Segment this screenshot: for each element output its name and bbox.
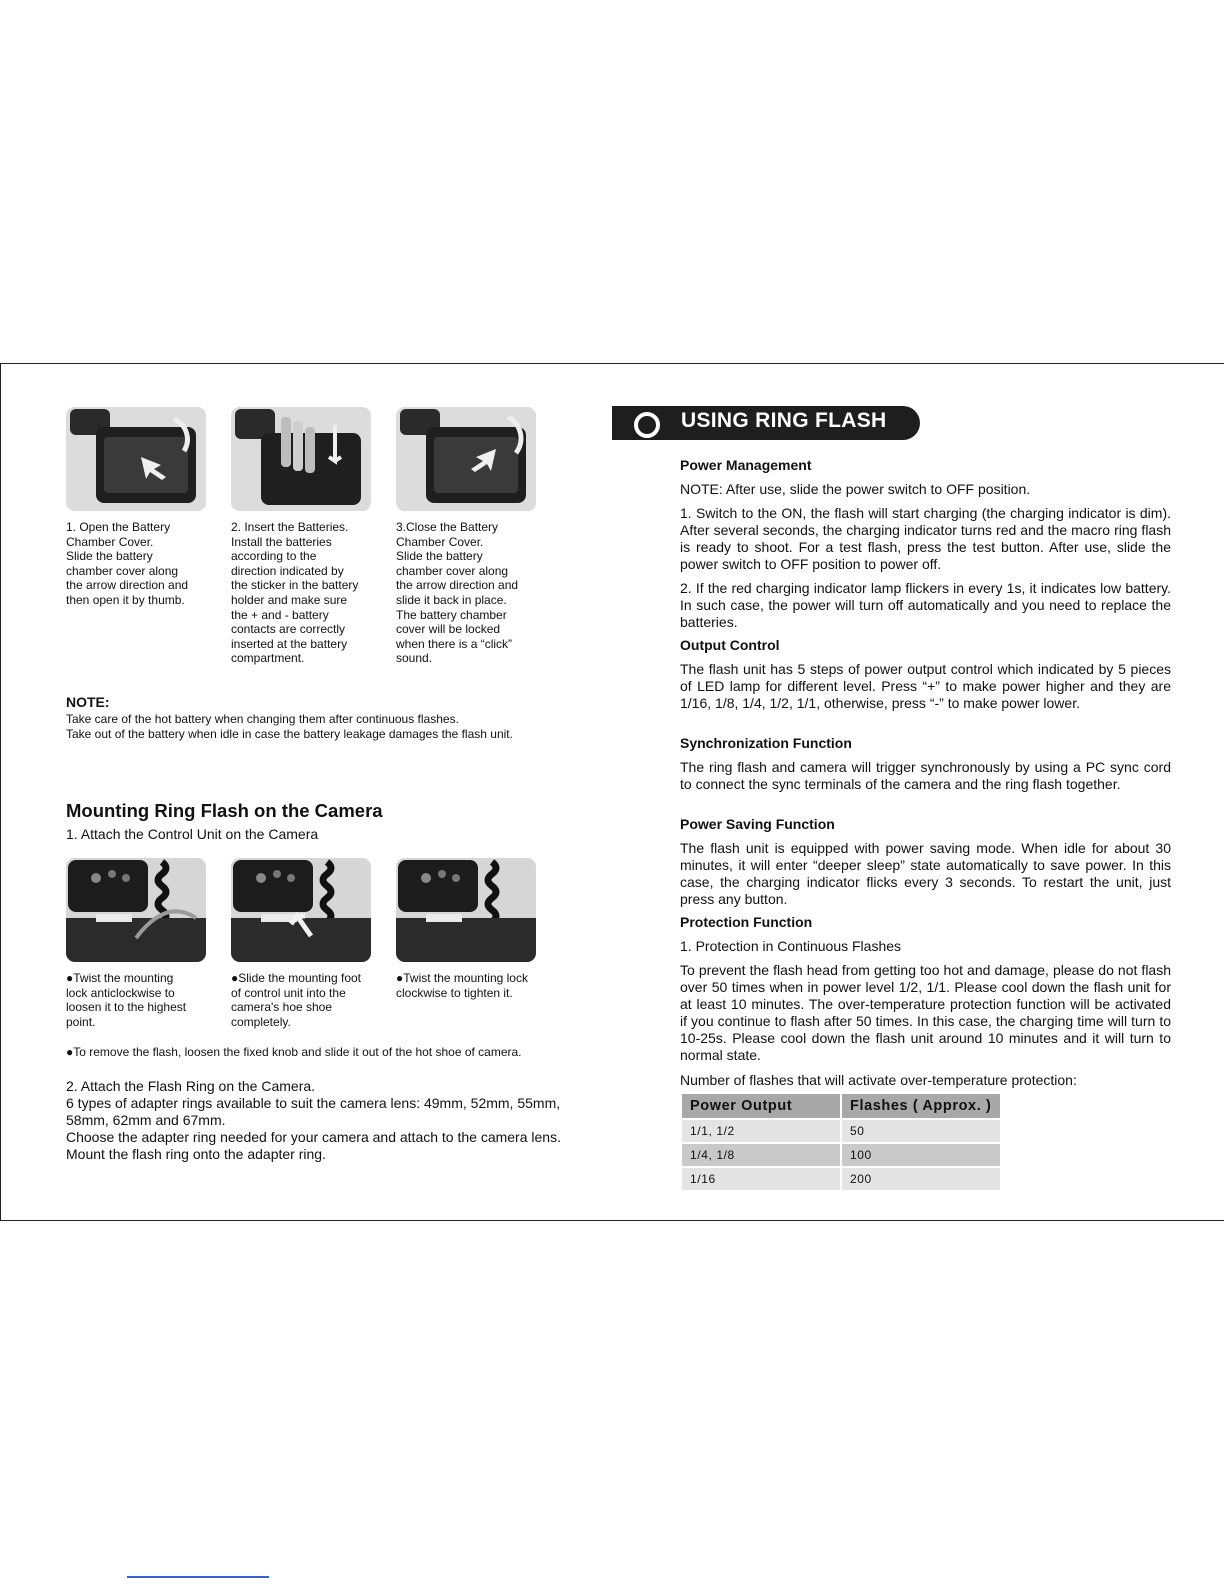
output-control-heading: Output Control	[680, 637, 780, 653]
power-management-step-1: 1. Switch to the ON, the flash will start charging (the charging indicator is dim). After several seconds, the charging indicator turns red and the macro ring flash is ready to shoot. For a test flash, press the test button. After use, slide the power switch to OFF position to power off.	[680, 505, 1171, 572]
note-text	[66, 712, 546, 742]
protection-subheading: 1. Protection in Continuous Flashes	[680, 938, 902, 954]
banner-title: USING RING FLASH	[681, 409, 887, 432]
table-cell-power: 1/1, 1/2	[682, 1120, 840, 1142]
table-row	[682, 1144, 1000, 1166]
mount-loosen-illustration	[66, 858, 206, 962]
mount-lock-tighten-photo	[396, 858, 536, 962]
ring-icon	[634, 412, 660, 438]
power-saving-text: The flash unit is equipped with power saving mode. When idle for about 30 minutes, it will enter “deeper sleep” state automatically to save power. In this case, the charging indicator flicks every 3 seconds. To restart the unit, just press any button.	[680, 840, 1171, 907]
mount-tighten-illustration	[396, 858, 536, 962]
table-row	[682, 1168, 1000, 1190]
mounting-title: Mounting Ring Flash on the Camera	[66, 800, 383, 821]
table-row	[682, 1120, 1000, 1142]
battery-cover-close-photo	[396, 407, 536, 511]
choose-adapter-ring: Choose the adapter ring needed for your camera and attach to the camera lens.	[66, 1129, 561, 1145]
mount-slide-illustration	[231, 858, 371, 962]
battery-insert-photo	[231, 407, 371, 511]
output-control-text: The flash unit has 5 steps of power output control which indicated by 5 pieces of LED lamp for different level. Press “+” to make power higher and they are 1/16, 1/8, 1/4, 1/2, 1/1, otherwise, press “-” to make power lower.	[680, 661, 1171, 711]
battery-step-2-caption: 2. Insert the Batteries. Install the batteries according to the direction indicated by the sticker in the battery holder and make sure the + and - battery contacts are correctly inserted at the battery compartment.	[231, 520, 359, 666]
battery-step-1-caption: 1. Open the Battery Chamber Cover. Slide the battery chamber cover along the arrow direction and then open it by thumb.	[66, 520, 189, 607]
table-header-row	[682, 1094, 1000, 1118]
power-management-step-2: 2. If the red charging indicator lamp flickers in every 1s, it indicates low battery. In such case, the power will turn off automatically and you need to replace the batteries.	[680, 580, 1171, 630]
battery-insert-illustration	[231, 407, 371, 511]
mount-step-1-caption: ●Twist the mounting lock anticlockwise to loosen it to the highest point.	[66, 971, 187, 1029]
note-line-1: Take care of the hot battery when changing them after continuous flashes.	[66, 712, 459, 726]
table-cell-flashes: 200	[842, 1168, 1000, 1190]
note-title: NOTE:	[66, 694, 110, 710]
adapter-ring-sizes: 6 types of adapter rings available to suit the camera lens: 49mm, 52mm, 55mm, 58mm, 62mm and 67mm.	[66, 1095, 561, 1128]
table-header-power-output: Power Output	[682, 1094, 840, 1118]
mount-step-3-caption: ●Twist the mounting lock clockwise to tighten it.	[396, 971, 528, 1000]
protection-table-intro: Number of flashes that will activate over-temperature protection:	[680, 1072, 1077, 1088]
power-management-heading: Power Management	[680, 457, 812, 473]
battery-step-3-caption: 3.Close the Battery Chamber Cover. Slide the battery chamber cover along the arrow direction and slide it back in place. The battery chamber cover will be locked when there is a “click” sound.	[396, 520, 519, 666]
attach-ring-title: 2. Attach the Flash Ring on the Camera.	[66, 1078, 316, 1094]
mount-lock-loosen-photo	[66, 858, 206, 962]
mount-slide-foot-photo	[231, 858, 371, 962]
footer-link-underline	[127, 1576, 269, 1578]
mount-flash-ring: Mount the flash ring onto the adapter ring.	[66, 1146, 326, 1162]
table-cell-power: 1/4, 1/8	[682, 1144, 840, 1166]
power-management-note: NOTE: After use, slide the power switch to OFF position.	[680, 481, 1031, 497]
protection-heading: Protection Function	[680, 914, 813, 930]
remove-flash-note: ●To remove the flash, loosen the fixed knob and slide it out of the hot shoe of camera.	[66, 1045, 522, 1059]
sync-function-text: The ring flash and camera will trigger synchronously by using a PC sync cord to connect the sync terminals of the camera and the ring flash together.	[680, 759, 1171, 792]
battery-close-illustration	[396, 407, 536, 511]
over-temperature-table	[680, 1092, 1002, 1192]
note-line-2: Take out of the battery when idle in case the battery leakage damages the flash unit.	[66, 727, 513, 741]
sync-function-heading: Synchronization Function	[680, 735, 852, 751]
protection-text: To prevent the flash head from getting too hot and damage, please do not flash over 50 times when in power level 1/2, 1/1. Please cool down the flash unit for at least 10 minutes. The over-temperature protection function will be activated if you continue to flash after 50 times. In this case, the charging time will turn to 10-25s. Please cool down the flash unit around 10 minutes and it will turn to normal state.	[680, 962, 1171, 1063]
power-saving-heading: Power Saving Function	[680, 816, 835, 832]
table-cell-flashes: 50	[842, 1120, 1000, 1142]
attach-flash-ring-section	[66, 1078, 576, 1163]
table-cell-flashes: 100	[842, 1144, 1000, 1166]
battery-cover-open-photo	[66, 407, 206, 511]
flash-unit-illustration	[66, 407, 206, 511]
table-header-flashes: Flashes ( Approx. )	[842, 1094, 1000, 1118]
table-cell-power: 1/16	[682, 1168, 840, 1190]
mounting-subtitle: 1. Attach the Control Unit on the Camera	[66, 826, 319, 842]
mount-step-2-caption: ●Slide the mounting foot of control unit into the camera's hoe shoe completely.	[231, 971, 361, 1029]
